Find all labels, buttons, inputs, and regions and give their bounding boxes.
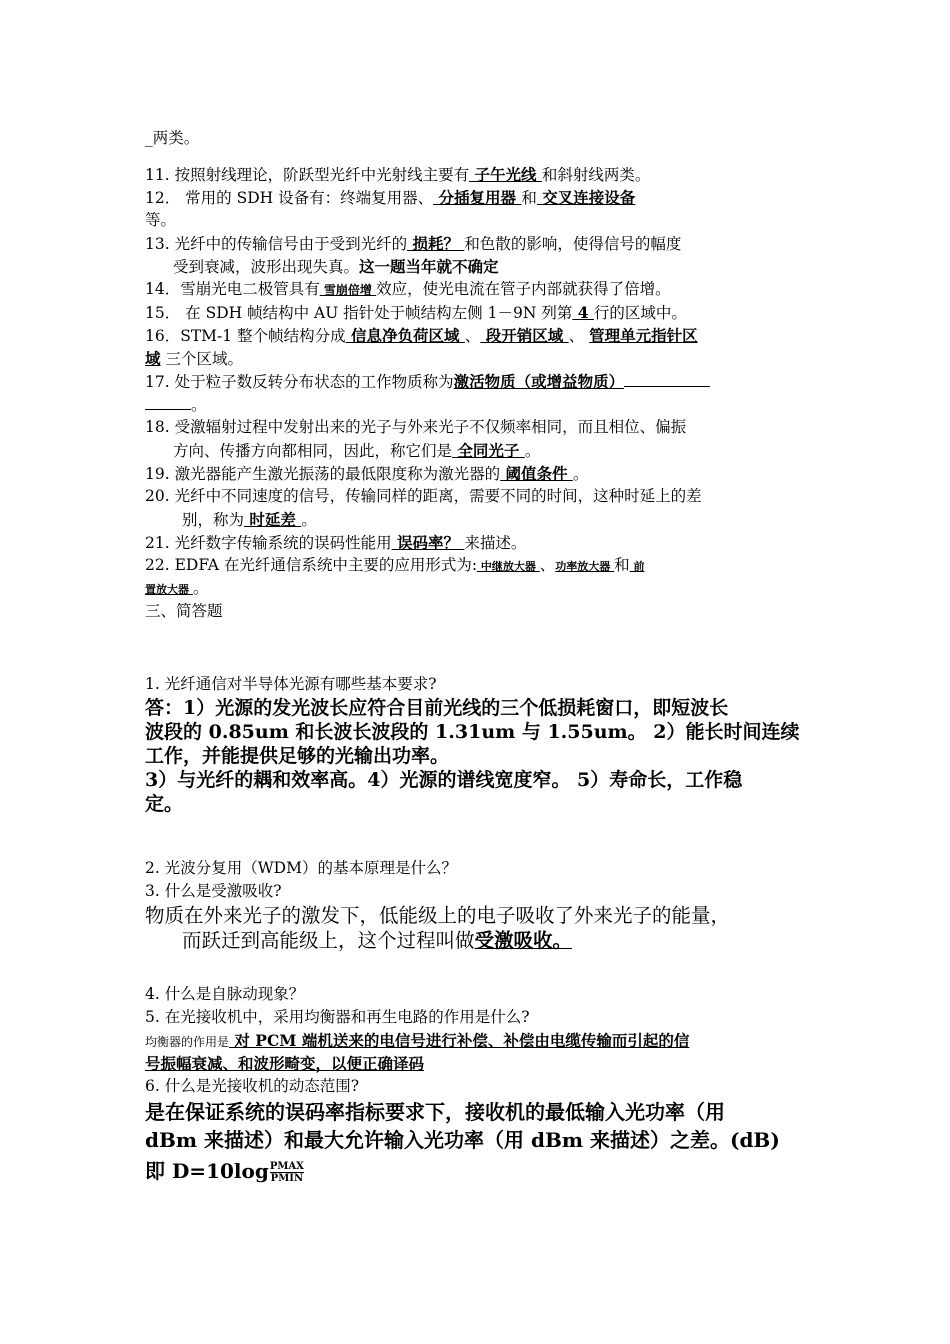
s6-question: 6. 什么是光接收机的动态范围? <box>145 1077 360 1095</box>
questions-11-22 <box>145 163 807 623</box>
q22-cont: 置放大器 。 <box>145 579 209 597</box>
q17: 17. 处于粒子数反转分布状态的工作物质称为激活物质（或增益物质） <box>145 370 807 393</box>
q18-cont: 方向、传播方向都相同，因此，称它们是 全同光子 。 <box>173 441 541 460</box>
answer: 4 <box>572 303 594 322</box>
blank-line <box>624 370 710 387</box>
q21: 21. 光纤数字传输系统的误码性能用 误码率？ 来描述。 <box>145 533 527 552</box>
q16: 16．STM-1 整个帧结构分成 信息净负荷区域 、 段开销区域 、 管理单元指针区 <box>145 326 698 345</box>
s1-answer: 答：1）光源的发光波长应符合目前光线的三个低损耗窗口，即短波长 <box>145 697 729 719</box>
answer: 雪崩倍增 <box>319 283 377 297</box>
answer: 阈值条件 <box>500 464 573 483</box>
s3-answer: 物质在外来光子的激发下，低能级上的电子吸收了外来光子的能量， <box>145 904 731 927</box>
q13: 13. 光纤中的传输信号由于受到光纤的 损耗？ 和色散的影响，使得信号的幅度 <box>145 234 682 253</box>
short-answer-section-3: 4. 什么是自脉动现象？ 5. 在光接收机中，采用均衡器和再生电路的作用是什么? 均衡器的作用是 对 PCM 端机送来的电信号进行补偿、补偿由电缆传输而引起的信 号振幅衰减、和波形畸变，以便正确译码 6. 什么是光接收机的动态范围? 是在保证系统的误码率指标要求下，接收机的最低输入光功率（用 dBm 来描述）和最大允许输入光功率（用 dBm 来描述）之差。(dB) 即 D=10log $\frac{\text{PMAX}}{\text{PMIN}}$ <box>145 983 807 1188</box>
short-answer-section-2: 2. 光波分复用（WDM）的基本原理是什么？ 3. 什么是受激吸收? 物质在外来光子的激发下，低能级上的电子吸收了外来光子的能量， 而跃迁到高能级上，这个过程叫做受激吸收。 <box>145 857 807 953</box>
blank-line <box>145 393 191 410</box>
answer: 分插复用器 <box>433 188 522 207</box>
answer: 段开销区域 <box>480 326 569 345</box>
q22: 22. EDFA 在光纤通信系统中主要的应用形式为: 中继放大器 、功率放大器 和 前 <box>145 556 645 574</box>
s1-question: 1. 光纤通信对半导体光源有哪些基本要求? <box>145 675 437 693</box>
answer: 时延差 <box>244 510 302 529</box>
s3-question: 3. 什么是受激吸收? <box>145 882 282 900</box>
answer: 管理单元指针区 <box>589 326 698 345</box>
answer: 激活物质（或增益物质） <box>453 372 625 391</box>
text: _两类。 <box>145 129 200 147</box>
q19: 19. 激光器能产生激光振荡的最低限度称为激光器的 阈值条件 。 <box>145 464 589 483</box>
q16-cont: 域 三个区域。 <box>145 349 243 368</box>
answer: 全同光子 <box>452 441 525 460</box>
answer: 损耗？ <box>407 234 465 253</box>
q13-cont: 受到衰减，波形出现失真。这一题当年就不确定 <box>173 257 499 276</box>
q12-cont: 等。 <box>145 211 177 229</box>
s6-answer: 是在保证系统的误码率指标要求下，接收机的最低输入光功率（用 <box>145 1100 725 1124</box>
s5-answer: 均衡器的作用是 对 PCM 端机送来的电信号进行补偿、补偿由电缆传输而引起的信 <box>145 1031 690 1050</box>
q18: 18. 受激辐射过程中发射出来的光子与外来光子不仅频率相同，而且相位、偏振 <box>145 418 687 436</box>
s2-question: 2. 光波分复用（WDM）的基本原理是什么？ <box>145 859 457 877</box>
q20: 20. 光纤中不同速度的信号，传输同样的距离，需要不同的时间，这种时延上的差 <box>145 487 702 505</box>
q15: 15． 在 SDH 帧结构中 AU 指针处于帧结构左侧 1－9N 列第 4 行的区域中。 <box>145 303 687 322</box>
answer: 交叉连接设备 <box>536 188 636 207</box>
short-answer-section: 1. 光纤通信对半导体光源有哪些基本要求? 答：1）光源的发光波长应符合目前光线的三个低损耗窗口，即短波长 波段的 0.85um 和长波长波段的 1.31um 与 1.55um。 2）能长时间连续 工作，并能提供足够的光输出功率。 3）与光纤的耦和效率高。4）光源的谱线宽度窄。 5）寿命长，工作稳 定。 <box>145 673 807 816</box>
section-heading: 三、简答题 <box>145 602 223 620</box>
answer: 前 <box>629 560 645 573</box>
answer: 中继放大器 <box>477 560 540 573</box>
answer: 信息净负荷区域 <box>345 326 465 345</box>
q12: 12． 常用的 SDH 设备有：终端复用器、 分插复用器 和 交叉连接设备 <box>145 188 636 207</box>
q14: 14．雪崩光电二极管具有 雪崩倍增 效应，使光电流在管子内部就获得了倍增。 <box>145 280 671 298</box>
q20-cont: 别，称为 时延差 。 <box>182 510 317 529</box>
fill-in-section <box>145 127 807 150</box>
answer: 功率放大器 <box>555 560 615 573</box>
answer: 子午光线 <box>469 165 542 184</box>
fraction: $\frac{\text{PMAX}}{\text{PMIN}}$ <box>269 1161 304 1184</box>
s5-question: 5. 在光接收机中，采用均衡器和再生电路的作用是什么? <box>145 1008 530 1026</box>
s4-question: 4. 什么是自脉动现象？ <box>145 985 305 1003</box>
answer: 误码率？ <box>391 533 465 552</box>
q17-cont: 。 <box>145 393 807 416</box>
line-l0 <box>145 127 807 150</box>
formula: 即 D=10log $\frac{\text{PMAX}}{\text{PMIN}}$ <box>145 1159 304 1184</box>
q11: 11. 按照射线理论，阶跃型光纤中光射线主要有 子午光线 和斜射线两类。 <box>145 165 651 184</box>
note: 这一题当年就不确定 <box>359 257 499 276</box>
